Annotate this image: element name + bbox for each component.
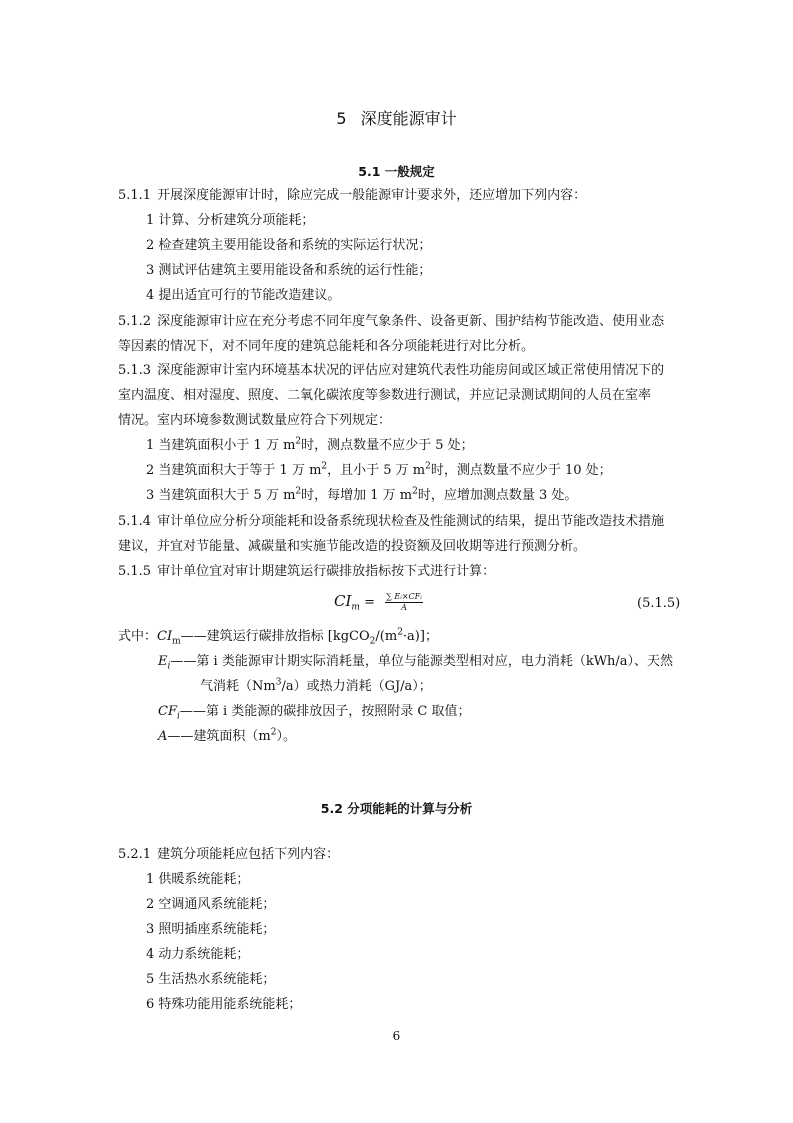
clause-text: 审计单位应分析分项能耗和设备系统现状检查及性能测试的结果，提出节能改造技术措施 — [157, 514, 665, 529]
list-item — [146, 462, 612, 480]
text-run: 1 当建筑面积小于 1 万 m — [146, 438, 296, 453]
superscript: 3 — [275, 677, 282, 688]
text-run: ，且小于 5 万 m — [327, 463, 426, 478]
clause-5-1-5 — [118, 563, 495, 581]
subscript: m — [172, 636, 181, 647]
clause-id: 5.1.4 — [118, 514, 152, 529]
clause-text-continued: 建议，并宜对节能量、减碳量和实施节能改造的投资额及回收期等进行预测分析。 — [118, 539, 587, 554]
equation-number: (5.1.5) — [637, 596, 681, 611]
where-ci — [118, 628, 438, 646]
text-run: 时，测点数量不应少于 5 处； — [301, 438, 474, 453]
text-run: 气消耗（Nm — [200, 679, 276, 694]
subscript: i — [176, 711, 180, 722]
text-run: ——第 i 类能源的碳排放因子，按照附录 C 取值； — [179, 704, 471, 719]
formula-lhs-subscript: m — [351, 602, 360, 613]
clause-text: 审计单位宜对审计期建筑运行碳排放指标按下式进行计算： — [157, 564, 496, 579]
chapter-title — [0, 106, 793, 129]
superscript: 2 — [270, 727, 277, 738]
section-heading-5-1: 5.1 一般规定 — [358, 164, 435, 179]
list-item: 4 动力系统能耗； — [146, 947, 250, 962]
page-number: 6 — [392, 1029, 401, 1043]
clause-text-continued: 情况。室内环境参数测试数量应符合下列规定： — [118, 413, 392, 428]
text-run: 时，测点数量不应少于 10 处； — [430, 463, 612, 478]
list-item: 2 检查建筑主要用能设备和系统的实际运行状况； — [146, 238, 432, 253]
clause-text: 深度能源审计室内环境基本状况的评估应对建筑代表性功能房间或区域正常使用情况下的 — [157, 363, 665, 378]
chapter-title-text: 深度能源审计 — [360, 109, 457, 128]
superscript: 2 — [295, 486, 302, 497]
superscript: 2 — [425, 461, 431, 472]
formula-fraction — [385, 592, 423, 613]
text-run: ——建筑面积（m — [167, 729, 271, 744]
formula-denominator: A — [401, 603, 407, 612]
text-run: /a）或热力消耗（GJ/a）； — [281, 679, 432, 694]
clause-id: 5.1.3 — [118, 363, 152, 378]
clause-text-continued: 等因素的情况下，对不同年度的建筑总能耗和各分项能耗进行对比分析。 — [118, 339, 535, 354]
where-e-continued — [200, 678, 432, 696]
superscript: 2 — [412, 486, 418, 497]
chapter-number: 5 — [336, 109, 347, 128]
text-run: 时，每增加 1 万 m — [301, 488, 413, 503]
clause-5-2-1 — [118, 846, 339, 864]
superscript: 2 — [321, 461, 328, 472]
list-item: 4 提出适宜可行的节能改造建议。 — [146, 288, 341, 303]
symbol: A — [158, 729, 168, 744]
superscript: 2 — [295, 436, 302, 447]
formula-numerator: ∑ Eᵢ×CFᵢ — [386, 592, 422, 601]
clause-text-continued: 室内温度、相对湿度、照度、二氧化碳浓度等参数进行测试，并应记录测试期间的人员在室率 — [118, 388, 652, 403]
formula — [334, 592, 423, 613]
clause-text: 开展深度能源审计时，除应完成一般能源审计要求外，还应增加下列内容： — [157, 188, 587, 203]
clause-5-1-3 — [118, 362, 664, 380]
subscript: i — [167, 661, 171, 672]
clause-text: 深度能源审计应在充分考虑不同年度气象条件、设备更新、围护结构节能改造、使用业态 — [157, 314, 665, 329]
clause-5-1-2 — [118, 313, 664, 331]
symbol: E — [158, 654, 168, 669]
section-heading-5-2: 5.2 分项能耗的计算与分析 — [320, 801, 473, 816]
clause-id: 5.1.1 — [118, 188, 152, 203]
symbol: CF — [158, 704, 177, 719]
list-item: 1 供暖系统能耗； — [146, 872, 250, 887]
clause-text: 建筑分项能耗应包括下列内容： — [157, 847, 340, 862]
list-item: 2 空调通风系统能耗； — [146, 897, 276, 912]
text-run: ·a)]； — [402, 629, 438, 644]
list-item: 3 照明插座系统能耗； — [146, 922, 276, 937]
text-run: ——第 i 类能源审计期实际消耗量，单位与能源类型相对应，电力消耗（kWh/a）、天然 — [170, 654, 674, 669]
clause-5-1-1 — [118, 187, 586, 205]
where-cf — [158, 703, 471, 721]
text-run: 时，应增加测点数量 3 处。 — [417, 488, 578, 503]
symbol: CI — [157, 629, 173, 644]
list-item: 3 测试评估建筑主要用能设备和系统的运行性能； — [146, 263, 432, 278]
clause-id: 5.2.1 — [118, 847, 152, 862]
text-run: /(m — [375, 629, 398, 644]
text-run: ——建筑运行碳排放指标 [kgCO — [180, 629, 370, 644]
clause-id: 5.1.2 — [118, 314, 152, 329]
list-item — [146, 487, 577, 505]
where-a — [158, 728, 296, 746]
list-item — [146, 437, 474, 455]
subscript: 2 — [369, 636, 376, 647]
text-run: 3 当建筑面积大于 5 万 m — [146, 488, 296, 503]
where-e — [158, 653, 673, 671]
clause-id: 5.1.5 — [118, 564, 152, 579]
where-lead: 式中： — [118, 629, 158, 644]
list-item: 6 特殊功能用能系统能耗； — [146, 997, 302, 1012]
text-run: 2 当建筑面积大于等于 1 万 m — [146, 463, 322, 478]
clause-5-1-4 — [118, 513, 664, 531]
formula-lhs: CI — [334, 592, 352, 610]
formula-equals: = — [364, 595, 375, 610]
list-item: 1 计算、分析建筑分项能耗； — [146, 213, 315, 228]
superscript: 2 — [397, 627, 403, 638]
text-run: ）。 — [276, 729, 296, 744]
list-item: 5 生活热水系统能耗； — [146, 972, 276, 987]
